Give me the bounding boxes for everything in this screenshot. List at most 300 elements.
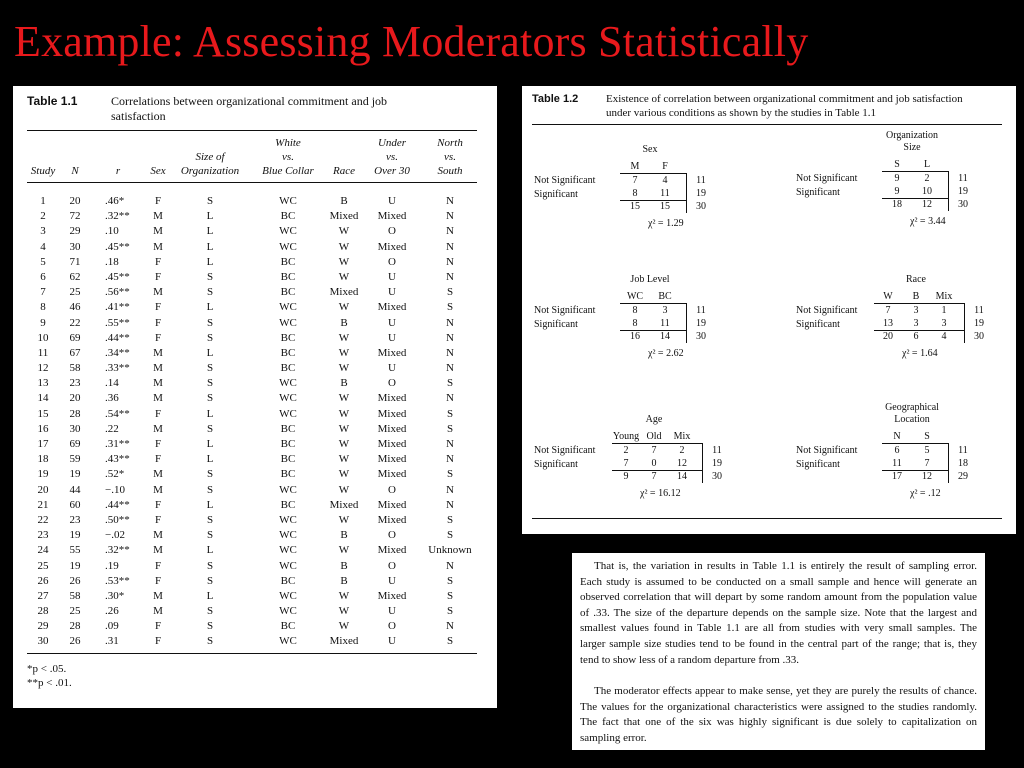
cell-collar: WC — [279, 559, 297, 572]
cell-sex: M — [153, 589, 163, 602]
cell-size: L — [206, 346, 214, 359]
row-label: Significant — [534, 459, 578, 470]
table-1-2-label: Table 1.2 — [532, 93, 579, 105]
header-sex: Sex — [150, 165, 166, 177]
cell-count: 9 — [623, 471, 629, 482]
cell-size: L — [206, 225, 214, 238]
cell-race: W — [338, 407, 350, 420]
cell-collar: WC — [279, 225, 297, 238]
row-labels — [534, 304, 595, 332]
chi-square-value: χ² = 1.29 — [648, 218, 684, 229]
header-study: Study — [30, 165, 56, 177]
header-n: N — [71, 165, 79, 177]
cell-age: U — [388, 605, 396, 618]
cell-collar: BC — [280, 453, 296, 466]
cell-n: 19 — [69, 559, 81, 572]
table-row — [13, 422, 497, 437]
cell-collar: BC — [280, 210, 296, 223]
table-row — [13, 391, 497, 406]
header-size-of-org: Size of Organization — [180, 151, 240, 177]
cell-count: 3 — [662, 305, 668, 316]
column-header: W — [883, 291, 893, 302]
cell-count: 14 — [677, 471, 687, 482]
cell-sex: M — [153, 362, 163, 375]
cell-n: 58 — [69, 362, 81, 375]
cell-race: W — [338, 438, 350, 450]
cell-count: 11 — [660, 188, 670, 199]
cell-count: 3 — [913, 318, 919, 329]
cell-study: 20 — [37, 483, 49, 496]
cell-race: W — [338, 240, 350, 253]
cell-study: 5 — [40, 255, 46, 268]
row-total: 11 — [958, 445, 968, 456]
cell-study: 16 — [37, 422, 49, 435]
cell-r: .44** — [105, 498, 130, 511]
cell-collar: WC — [279, 513, 297, 526]
cell-n: 62 — [69, 270, 81, 283]
cell-r: .19 — [105, 559, 119, 572]
table-bottom-rule — [27, 653, 477, 654]
table-notes — [27, 662, 72, 690]
chi-square-value: χ² = .12 — [910, 488, 941, 499]
cell-collar: BC — [280, 574, 296, 587]
cell-count: 3 — [913, 305, 919, 316]
cell-collar: WC — [279, 392, 297, 405]
cell-count: 9 — [894, 173, 900, 184]
cell-sex: M — [153, 468, 163, 481]
cell-count: 9 — [894, 186, 900, 197]
table-row — [13, 574, 497, 589]
row-labels — [796, 304, 857, 332]
cell-age: Mixed — [377, 589, 407, 602]
cell-r: .36 — [105, 392, 119, 405]
row-total: 19 — [712, 458, 722, 469]
cell-region: N — [446, 483, 454, 496]
row-total: 18 — [958, 458, 968, 469]
cell-collar: BC — [280, 468, 296, 481]
header-r: r — [115, 165, 121, 177]
row-label: Not Significant — [796, 445, 858, 456]
cell-study: 7 — [40, 286, 46, 299]
column-header: M — [630, 161, 640, 172]
cell-sex: F — [154, 301, 162, 314]
cell-collar: WC — [279, 605, 297, 618]
cell-region: N — [446, 210, 454, 223]
cell-n: 22 — [69, 316, 81, 329]
cell-region: N — [446, 225, 454, 238]
cell-n: 29 — [69, 225, 81, 238]
cell-count: 8 — [632, 305, 638, 316]
contingency-sex — [522, 144, 762, 254]
cell-race: W — [338, 544, 350, 557]
cell-age: O — [388, 620, 396, 633]
cell-race: W — [338, 362, 350, 375]
table-row — [13, 240, 497, 255]
cell-n: 44 — [69, 483, 81, 496]
cell-count: 7 — [632, 175, 638, 186]
cell-age: Mixed — [377, 513, 407, 526]
cell-count: 14 — [660, 331, 670, 342]
table-1-1-label: Table 1.1 — [27, 94, 78, 108]
cell-size: L — [206, 544, 214, 557]
cell-region: S — [446, 301, 454, 314]
table-row — [13, 209, 497, 224]
row-total: 11 — [696, 305, 706, 316]
cell-collar: WC — [279, 316, 297, 329]
cell-size: S — [206, 605, 214, 618]
cell-region: S — [446, 377, 454, 390]
cell-size: S — [206, 316, 214, 329]
cell-r: .26 — [105, 605, 119, 618]
cell-sex: M — [153, 225, 163, 238]
cell-age: U — [388, 362, 396, 375]
table-1-2-rule-top — [532, 124, 1002, 125]
table-row — [13, 285, 497, 300]
table-1-2-panel — [522, 86, 1016, 534]
cell-study: 27 — [37, 589, 49, 602]
cell-r: .55** — [105, 316, 130, 329]
table-row — [13, 559, 497, 574]
cell-region: N — [446, 392, 454, 405]
contingency-race — [784, 274, 1024, 384]
cell-count: 12 — [677, 458, 687, 469]
row-total: 30 — [696, 331, 706, 342]
cell-count: 15 — [660, 201, 670, 212]
cell-race: B — [340, 195, 348, 207]
cell-n: 20 — [69, 195, 81, 207]
paragraph-1: That is, the variation in results in Table 1.1 is entirely the result of sampling error. Each study is assumed to be conducted on a small sample and hence will generate an observed correlation that will depart by some random amount from the population value of .33. The size of the departure depends on the sample size. Note that the largest and smallest values found in Table 1.1 are all from studies with very small samples. The larger sample size studies tend to be found in the central part of the range; that is, they tend to show less of a random departure from .33. — [580, 560, 977, 666]
cell-r: .33** — [105, 362, 130, 375]
cell-size: L — [206, 498, 214, 511]
row-labels — [534, 444, 595, 472]
column-header: L — [923, 159, 931, 170]
cell-collar: WC — [279, 407, 297, 420]
table-1-1-body — [13, 194, 497, 650]
cell-study: 24 — [37, 544, 49, 557]
cell-race: W — [338, 453, 350, 466]
cell-r: .32** — [105, 210, 130, 223]
cell-r: .41** — [105, 301, 130, 314]
table-row — [13, 467, 497, 482]
cell-study: 29 — [37, 620, 49, 633]
cell-race: W — [338, 513, 350, 526]
cell-age: O — [388, 529, 396, 542]
cell-race: B — [340, 529, 348, 542]
cell-size: S — [206, 362, 214, 375]
cell-r: .44** — [105, 331, 130, 344]
cell-study: 12 — [37, 362, 49, 375]
cell-sex: M — [153, 346, 163, 359]
row-label: Not Significant — [796, 173, 858, 184]
cell-size: L — [206, 453, 214, 466]
contingency-title: Age — [645, 414, 663, 425]
cell-study: 6 — [40, 270, 46, 283]
cell-study: 2 — [40, 210, 46, 223]
cell-region: N — [446, 240, 454, 253]
cell-r: .53** — [105, 574, 130, 587]
row-total: 11 — [696, 175, 706, 186]
cell-collar: WC — [279, 301, 297, 314]
cell-collar: BC — [280, 362, 296, 375]
cell-race: W — [338, 589, 350, 602]
cell-collar: WC — [279, 195, 297, 207]
cell-count: 6 — [913, 331, 919, 342]
cell-size: S — [206, 468, 214, 481]
cell-region: S — [446, 589, 454, 602]
cell-size: L — [206, 407, 214, 420]
row-total: 29 — [958, 471, 968, 482]
table-row — [13, 224, 497, 239]
row-total: 30 — [696, 201, 706, 212]
header-white-vs-blue: White vs. Blue Collar — [262, 137, 314, 177]
cell-r: −.02 — [105, 529, 125, 542]
table-1-1-caption: Correlations between organizational commitment and job satisfaction — [111, 94, 388, 123]
cell-collar: WC — [279, 544, 297, 557]
cell-r: .18 — [105, 255, 119, 268]
cell-region: S — [446, 529, 454, 542]
cell-race: W — [338, 422, 350, 435]
cell-sex: F — [154, 255, 162, 268]
contingency-orgsize — [784, 130, 1024, 240]
contingency-title: Race — [906, 274, 926, 285]
cell-r: .30* — [105, 589, 125, 602]
cell-n: 30 — [69, 240, 81, 253]
cell-collar: WC — [279, 377, 297, 390]
cell-study: 28 — [37, 605, 49, 618]
row-label: Not Significant — [534, 305, 596, 316]
cell-age: U — [388, 286, 396, 299]
cell-region: N — [446, 453, 454, 466]
cell-size: S — [206, 422, 214, 435]
paragraph-2: The moderator effects appear to make sense, yet they are purely the results of chance. The values for the organizational characteristics were assigned to the studies randomly. The fact that one of the six was highly significant is due solely to capitalization on sampling error. — [580, 685, 977, 744]
row-total: 30 — [712, 471, 722, 482]
cell-race: Mixed — [329, 635, 359, 648]
cell-age: U — [388, 331, 396, 344]
cell-region: S — [446, 407, 454, 420]
cell-size: L — [206, 438, 214, 450]
cell-age: O — [388, 559, 396, 572]
cell-age: O — [388, 225, 396, 238]
cell-size: S — [206, 483, 214, 496]
cell-r: −.10 — [105, 483, 125, 496]
cell-race: B — [340, 559, 348, 572]
cell-n: 19 — [69, 468, 81, 481]
row-labels — [796, 444, 857, 472]
cell-region: S — [446, 513, 454, 526]
cell-region: N — [446, 438, 454, 450]
cell-study: 10 — [37, 331, 49, 344]
cell-age: Mixed — [377, 438, 407, 450]
cell-count: 11 — [660, 318, 670, 329]
table-1-2-rule-bottom — [532, 518, 1002, 519]
cell-region: Unknown — [428, 544, 472, 557]
row-label: Significant — [534, 189, 578, 200]
contingency-joblevel — [522, 274, 762, 384]
cell-size: S — [206, 195, 214, 207]
cell-study: 21 — [37, 498, 49, 511]
cell-age: Mixed — [377, 453, 407, 466]
header-rule-top — [27, 130, 477, 131]
table-row — [13, 452, 497, 467]
cell-n: 26 — [69, 635, 81, 648]
cell-age: U — [388, 574, 396, 587]
row-total: 11 — [712, 445, 722, 456]
cell-race: Mixed — [329, 498, 359, 511]
cell-size: S — [206, 270, 214, 283]
contingency-title: Job Level — [630, 274, 670, 285]
cell-count: 15 — [630, 201, 640, 212]
table-row — [13, 194, 497, 209]
cell-count: 12 — [922, 199, 932, 210]
cell-study: 9 — [40, 316, 46, 329]
cell-sex: F — [154, 513, 162, 526]
table-row — [13, 483, 497, 498]
cell-n: 69 — [69, 331, 81, 344]
cell-sex: M — [153, 240, 163, 253]
cell-size: L — [206, 255, 214, 268]
cell-count: 5 — [924, 445, 930, 456]
column-header: F — [662, 161, 668, 172]
cell-study: 17 — [37, 438, 49, 450]
cell-region: S — [446, 468, 454, 481]
column-header: Mix — [673, 431, 691, 442]
cell-race: W — [338, 620, 350, 633]
cell-race: W — [338, 270, 350, 283]
cell-region: N — [446, 362, 454, 375]
cell-study: 30 — [37, 635, 49, 648]
row-label: Not Significant — [534, 175, 596, 186]
cell-count: 6 — [894, 445, 900, 456]
cell-age: Mixed — [377, 498, 407, 511]
cell-age: Mixed — [377, 392, 407, 405]
chi-square-value: χ² = 1.64 — [902, 348, 938, 359]
cell-count: 2 — [679, 445, 685, 456]
cell-race: W — [338, 392, 350, 405]
table-row — [13, 498, 497, 513]
cell-r: .50** — [105, 513, 130, 526]
chi-square-value: χ² = 3.44 — [910, 216, 946, 227]
row-total: 30 — [958, 199, 968, 210]
cell-study: 25 — [37, 559, 49, 572]
cell-size: L — [206, 240, 214, 253]
cell-size: S — [206, 392, 214, 405]
cell-region: N — [446, 498, 454, 511]
cell-n: 23 — [69, 513, 81, 526]
cell-age: Mixed — [377, 301, 407, 314]
table-row — [13, 255, 497, 270]
cell-collar: WC — [279, 240, 297, 253]
cell-r: .56** — [105, 286, 130, 299]
table-row — [13, 316, 497, 331]
table-row — [13, 589, 497, 604]
header-rule-bottom — [27, 182, 477, 183]
cell-n: 71 — [69, 255, 81, 268]
cell-r: .31 — [105, 635, 119, 648]
explanation-text-panel — [572, 553, 985, 750]
cell-count: 2 — [924, 173, 930, 184]
cell-sex: M — [153, 422, 163, 435]
cell-study: 4 — [40, 240, 46, 253]
note-p01: **p < .01. — [27, 677, 72, 689]
cell-r: .52* — [105, 468, 125, 481]
cell-region: N — [446, 559, 454, 572]
cell-count: 16 — [630, 331, 640, 342]
cell-n: 30 — [69, 422, 81, 435]
cell-race: B — [340, 316, 348, 329]
column-header: S — [894, 159, 900, 170]
cell-region: N — [446, 331, 454, 344]
cell-sex: M — [153, 286, 163, 299]
cell-age: Mixed — [377, 240, 407, 253]
cell-collar: BC — [280, 286, 296, 299]
cell-size: S — [206, 574, 214, 587]
cell-count: 8 — [632, 318, 638, 329]
cell-race: Mixed — [329, 210, 359, 223]
contingency-title: Geographical — [885, 402, 939, 413]
cell-sex: F — [154, 438, 162, 450]
cell-collar: BC — [280, 255, 296, 268]
cell-count: 7 — [651, 445, 657, 456]
row-label: Significant — [796, 187, 840, 198]
row-label: Significant — [796, 319, 840, 330]
cell-size: S — [206, 331, 214, 344]
cell-n: 23 — [69, 377, 81, 390]
cell-n: 60 — [69, 498, 81, 511]
cell-age: U — [388, 635, 396, 648]
cell-r: .10 — [105, 225, 119, 238]
cell-race: B — [340, 574, 348, 587]
cell-region: S — [446, 635, 454, 648]
cell-sex: M — [153, 605, 163, 618]
cell-race: W — [338, 483, 350, 496]
cell-collar: WC — [279, 635, 297, 648]
cell-sex: F — [154, 635, 162, 648]
cell-age: Mixed — [377, 407, 407, 420]
cell-age: U — [388, 316, 396, 329]
cell-collar: WC — [279, 483, 297, 496]
cell-sex: F — [154, 620, 162, 633]
cell-r: .43** — [105, 453, 130, 466]
table-row — [13, 543, 497, 558]
cell-count: 2 — [623, 445, 629, 456]
cell-count: 4 — [662, 175, 668, 186]
row-labels — [796, 172, 857, 200]
column-header: WC — [626, 291, 644, 302]
cell-study: 13 — [37, 377, 49, 390]
cell-study: 23 — [37, 529, 49, 542]
cell-count: 7 — [924, 458, 930, 469]
cell-study: 19 — [37, 468, 49, 481]
cell-n: 55 — [69, 544, 81, 557]
cell-n: 28 — [69, 407, 81, 420]
table-1-2-caption: Existence of correlation between organizational commitment and job satisfaction under various conditions as shown by the studies in Table 1.1 — [606, 93, 963, 119]
header-north-south: North vs. South — [437, 137, 463, 177]
row-labels — [534, 174, 595, 202]
cell-count: 13 — [883, 318, 893, 329]
cell-region: S — [446, 574, 454, 587]
cell-sex: F — [154, 574, 162, 587]
cell-race: W — [338, 301, 350, 314]
cell-sex: M — [153, 210, 163, 223]
cell-n: 26 — [69, 574, 81, 587]
contingency-title: Organization — [885, 130, 939, 141]
cell-r: .32** — [105, 544, 130, 557]
table-row — [13, 300, 497, 315]
cell-r: .45** — [105, 240, 130, 253]
contingency-title: Size — [903, 142, 921, 153]
cell-collar: WC — [279, 529, 297, 542]
slide-title: Example: Assessing Moderators Statistically — [14, 17, 809, 66]
